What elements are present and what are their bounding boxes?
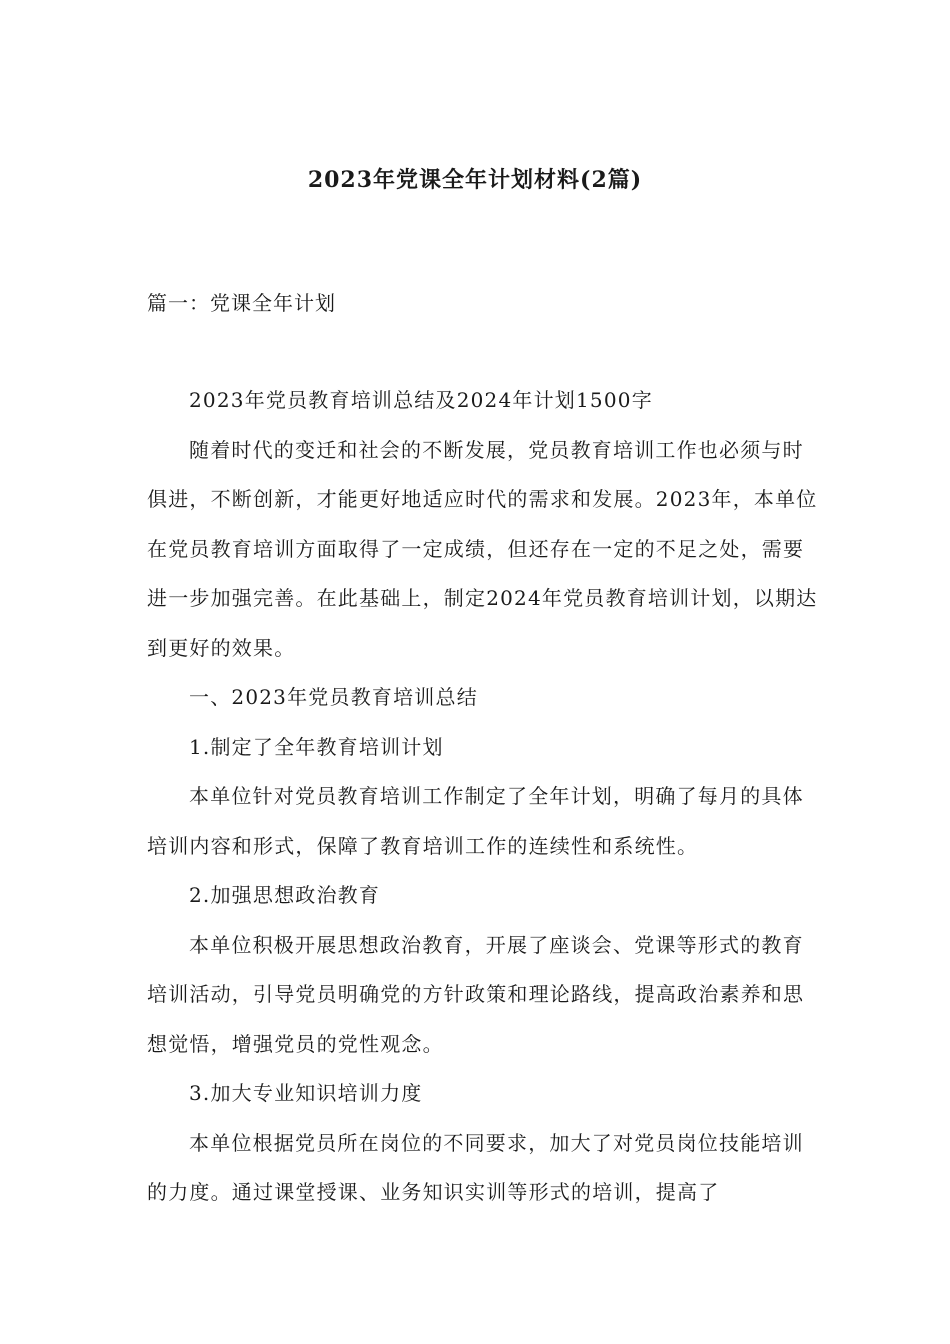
section-heading: 篇一：党课全年计划 — [147, 291, 336, 315]
subheading-1: 1.制定了全年教育培训计划 — [189, 734, 444, 759]
subheading-2: 2.加强思想政治教育 — [189, 883, 381, 907]
subheading-3: 3.加大专业知识培训力度 — [189, 1081, 423, 1105]
paragraph-3: 本单位根据党员所在岗位的不同要求，加大了对党员岗位技能培训的力度。通过课堂授课、业务知识实训等形式的培训，提高了 — [147, 1130, 804, 1204]
paragraph-subtitle: 2023年党员教育培训总结及2024年计划1500字 — [189, 388, 653, 412]
paragraph-intro: 随着时代的变迁和社会的不断发展，党员教育培训工作也必须与时俱进，不断创新，才能更好地适应时代的需求和发展。2023年，本单位在党员教育培训方面取得了一定成绩，但还存在一定的不足之处，需要进一步加强完善。在此基础上，制定2024年党员教育培训计划，以期达到更好的效果。 — [147, 437, 818, 660]
document-title: 2023年党课全年计划材料(2篇) — [307, 167, 643, 193]
document-body — [147, 376, 819, 1218]
paragraph-2: 本单位积极开展思想政治教育，开展了座谈会、党课等形式的教育培训活动，引导党员明确党的方针政策和理论路线，提高政治素养和思想觉悟，增强党员的党性观念。 — [147, 932, 805, 1056]
heading-summary: 一、2023年党员教育培训总结 — [189, 685, 478, 709]
paragraph-1: 本单位针对党员教育培训工作制定了全年计划，明确了每月的具体培训内容和形式，保障了教育培训工作的连续性和系统性。 — [147, 784, 804, 858]
